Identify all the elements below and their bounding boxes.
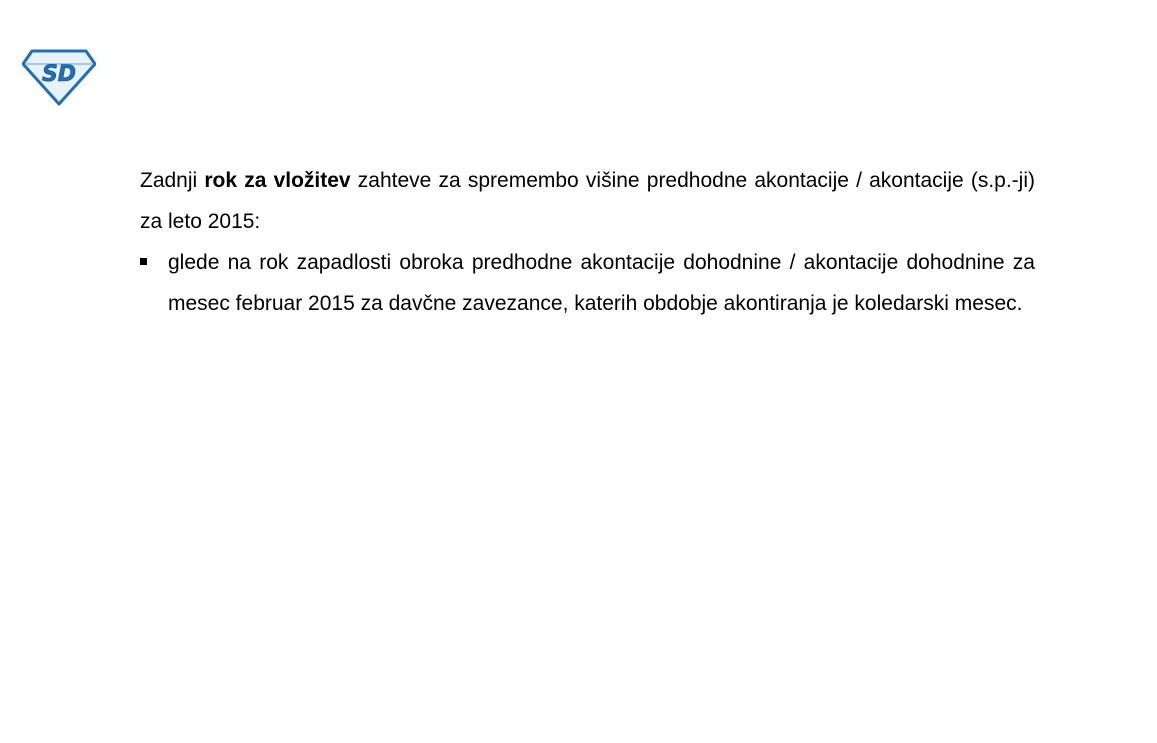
- document-body: [140, 160, 1035, 324]
- intro-prefix: Zadnji: [140, 169, 205, 192]
- bullet-item: [140, 242, 1035, 324]
- square-bullet-icon: [140, 258, 147, 265]
- intro-paragraph: [140, 160, 1035, 242]
- sd-logo: [22, 48, 96, 106]
- intro-bold: rok za vložitev: [204, 169, 351, 192]
- svg-text:SD: SD: [41, 62, 77, 87]
- intro-suffix: zahteve za spremembo višine predhodne akontacije / akontacije (s.p.-ji) za leto 2015:: [140, 169, 1035, 233]
- bullet-text: glede na rok zapadlosti obroka predhodne akontacije dohodnine / akontacije dohodnine za mesec februar 2015 za davčne zavezance, katerih obdobje akontiranja je koledarski mesec.: [168, 251, 1035, 315]
